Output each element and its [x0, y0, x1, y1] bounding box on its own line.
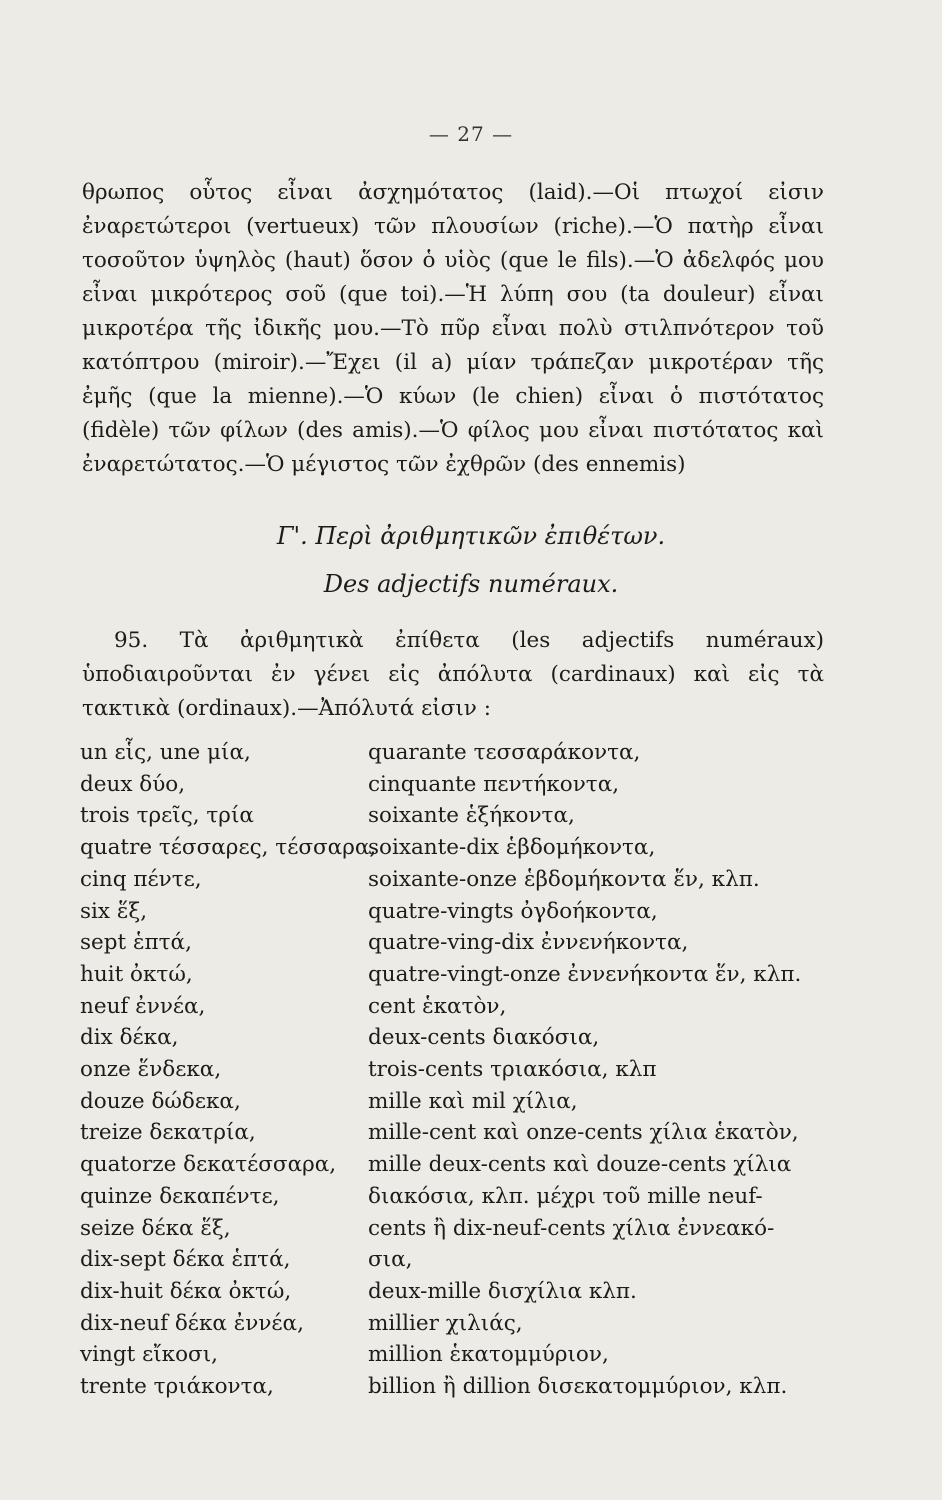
number-entry: mille καὶ mil χίλια, [368, 1088, 578, 1114]
number-entry: quatorze δεκατέσσαρα, [80, 1152, 337, 1178]
number-entry: trois τρεῖς, τρία [80, 803, 254, 829]
number-entry: deux δύο, [80, 771, 186, 797]
number-entry: soixante-dix ἑβδομήκοντα, [368, 835, 656, 861]
number-entry: un εἷς, une μία, [80, 740, 251, 765]
section-heading-greek: Γ'. Περὶ ἀριθμητικῶν ἐπιθέτων. [276, 522, 666, 550]
number-entry: dix-huit δέκα ὀκτώ, [80, 1278, 292, 1304]
number-entry: sept ἑπτά, [80, 930, 192, 956]
number-entry: quatre τέσσαρες, τέσσαρα, [80, 835, 377, 861]
number-entry: mille deux-cents καὶ douze-cents χίλια [368, 1152, 792, 1178]
number-entry: billion ἢ dillion δισεκατομμύριον, κλπ. [368, 1374, 788, 1400]
number-entry: deux-cents διακόσια, [368, 1025, 600, 1051]
number-entry: διακόσια, κλπ. μέχρι τοῦ mille neuf- [368, 1183, 763, 1209]
number-entry: quatre-ving-dix ἐννενήκοντα, [368, 930, 689, 956]
number-entry: mille-cent καὶ onze-cents χίλια ἑκατὸν, [368, 1120, 799, 1146]
number-entry: dix δέκα, [80, 1025, 179, 1051]
number-entry: trois-cents τριακόσια, κλπ [368, 1057, 657, 1083]
number-entry: six ἕξ, [80, 898, 148, 924]
number-entry: quatre-vingts ὀγδοήκοντα, [368, 898, 658, 924]
exercise-paragraph: θρωπος οὗτος εἶναι ἀσχημότατος (laid).—Οἱ πτωχοί εἰσιν ἐναρετώτεροι (vertueux) τῶν πλουσίων (riche).—Ὁ πατὴρ εἶναι τοσοῦτον ὑψηλὸς (haut) ὅσον ὁ υἱὸς (que le fils).—Ὁ ἀδελφός μου εἶναι μικρότερος σοῦ (que toi).—Ἡ λύπη σου (ta douleur) εἶναι μικροτέρα τῆς ἰδικῆς μου.—Τὸ πῦρ εἶναι πολὺ στιλπνότερον τοῦ κατόπτρου (miroir).—Ἔχει (il a) μίαν τράπεζαν μικροτέραν τῆς ἐμῆς (que la mienne).—Ὁ κύων (le chien) εἶναι ὁ πιστότατος (fidèle) τῶν φίλων (des amis).—Ὁ φίλος μου εἶναι πιστότατος καὶ ἐναρετώτατος.—Ὁ μέγιστος τῶν ἐχθρῶν (des ennemis) [82, 180, 824, 477]
number-entry: cents ἢ dix-neuf-cents χίλια ἐννεακό- [368, 1215, 775, 1241]
number-entry: huit ὀκτώ, [80, 961, 193, 987]
number-entry: dix-sept δέκα ἑπτά, [80, 1247, 291, 1273]
number-entry: deux-mille δισχίλια κλπ. [368, 1278, 637, 1304]
number-entry: σια, [368, 1247, 413, 1273]
number-entry: millier χιλιάς, [368, 1310, 523, 1336]
number-entry: trente τριάκοντα, [80, 1374, 274, 1400]
number-entry: quarante τεσσαράκοντα, [368, 740, 641, 765]
number-entry: douze δώδεκα, [80, 1088, 241, 1114]
number-entry: quinze δεκαπέντε, [80, 1183, 280, 1209]
section-heading-french: Des adjectifs numéraux. [323, 570, 619, 598]
number-entry: treize δεκατρία, [80, 1120, 256, 1146]
number-entry: seize δέκα ἕξ, [80, 1215, 231, 1241]
number-entry: cinquante πεντήκοντα, [368, 771, 620, 797]
rule-paragraph: 95. Τὰ ἀριθμητικὰ ἐπίθετα (les adjectifs numéraux) ὑποδιαιροῦνται ἐν γένει εἰς ἀπόλυτα (cardinaux) καὶ εἰς τὰ τακτικὰ (ordinaux).—Ἀπόλυτά εἰσιν : [82, 628, 824, 721]
number-entry: cinq πέντε, [80, 866, 202, 892]
cardinal-numbers-right-column [368, 737, 823, 1403]
number-entry: quatre-vingt-onze ἐννενήκοντα ἕν, κλπ. [368, 961, 802, 987]
page-number: — 27 — [428, 122, 514, 146]
number-entry: soixante ἑξήκοντα, [368, 803, 575, 829]
number-entry: million ἑκατομμύριον, [368, 1342, 609, 1368]
number-entry: cent ἑκατὸν, [368, 993, 507, 1019]
number-entry: onze ἕνδεκα, [80, 1057, 222, 1083]
number-entry: soixante-onze ἑβδομήκοντα ἕν, κλπ. [368, 866, 760, 892]
number-entry: vingt εἴκοσι, [80, 1342, 218, 1368]
number-entry: dix-neuf δέκα ἐννέα, [80, 1310, 304, 1336]
number-entry: neuf ἐννέα, [80, 993, 206, 1019]
cardinal-numbers-left-column [80, 737, 377, 1403]
